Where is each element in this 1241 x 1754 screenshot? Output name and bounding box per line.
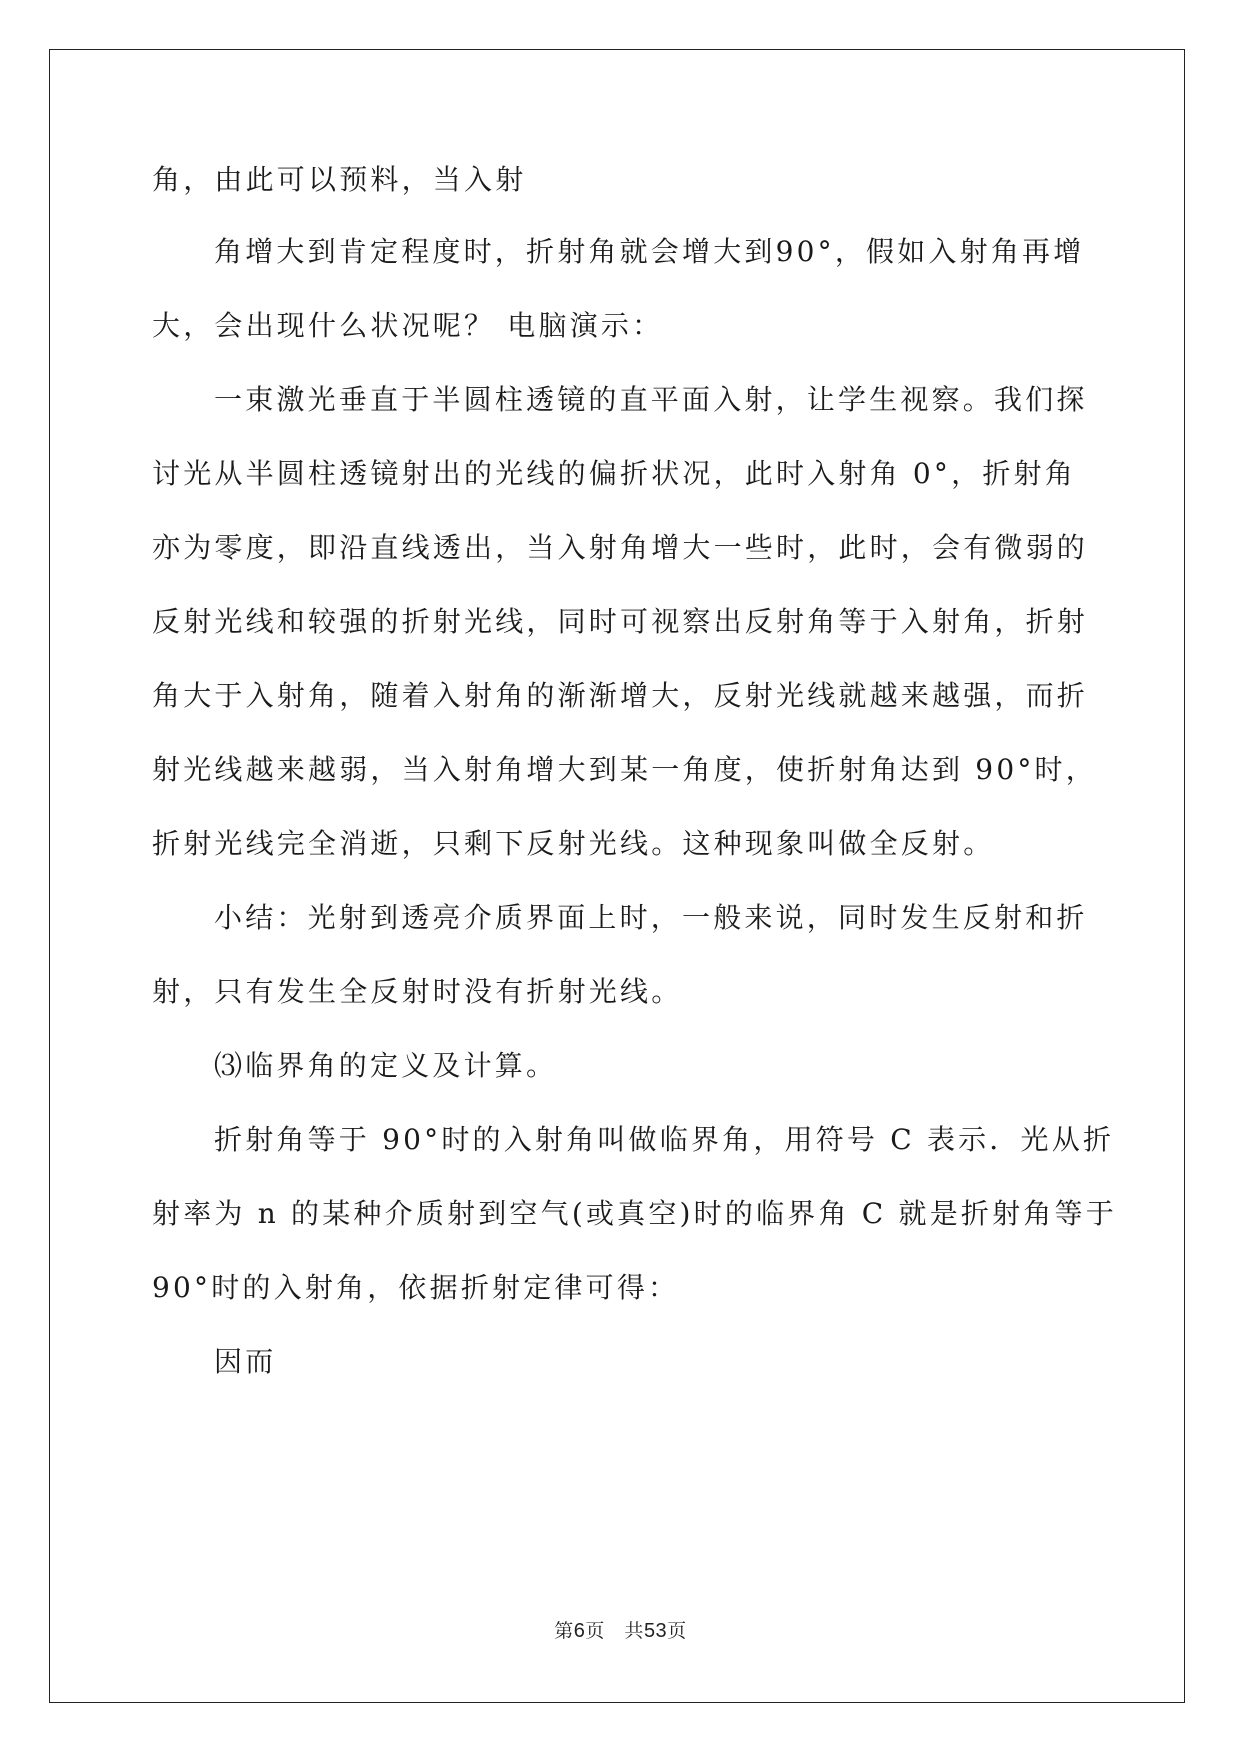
footer-middle: 页 共 [585, 1620, 644, 1642]
text-line-14: 折射角等于 90°时的入射角叫做临界角，用符号 C 表示．光从折 [214, 1123, 1115, 1156]
text-line-1: 角，由此可以预料，当入射 [152, 163, 527, 196]
text-line-5: 讨光从半圆柱透镜射出的光线的偏折状况，此时入射角 0°，折射角 [152, 457, 1076, 490]
text-line-2: 角增大到肯定程度时，折射角就会增大到90°，假如入射角再增 [214, 235, 1085, 268]
footer-suffix: 页 [667, 1620, 687, 1642]
text-line-10: 折射光线完全消逝，只剩下反射光线。这种现象叫做全反射。 [152, 827, 995, 860]
text-line-3: 大，会出现什么状况呢？ 电脑演示： [152, 309, 664, 342]
text-line-17: 因而 [214, 1345, 277, 1378]
footer-total-pages: 53 [643, 1620, 668, 1642]
page-footer [0, 1616, 1241, 1643]
text-line-13: ⑶临界角的定义及计算。 [214, 1049, 558, 1082]
text-line-4: 一束激光垂直于半圆柱透镜的直平面入射，让学生视察。我们探 [214, 383, 1088, 416]
text-line-16: 90°时的入射角，依据折射定律可得： [152, 1271, 680, 1304]
text-line-12: 射，只有发生全反射时没有折射光线。 [152, 975, 683, 1008]
text-line-11: 小结：光射到透亮介质界面上时，一般来说，同时发生反射和折 [214, 901, 1088, 934]
text-line-8: 角大于入射角，随着入射角的渐渐增大，反射光线就越来越强，而折 [152, 679, 1089, 712]
page-border [49, 49, 1185, 1703]
footer-page-number: 6 [573, 1620, 586, 1642]
footer-prefix: 第 [554, 1620, 574, 1642]
text-line-6: 亦为零度，即沿直线透出，当入射角增大一些时，此时，会有微弱的 [152, 531, 1089, 564]
text-line-9: 射光线越来越弱，当入射角增大到某一角度，使折射角达到 90°时， [152, 753, 1097, 786]
text-line-15: 射率为 n 的某种介质射到空气(或真空)时的临界角 C 就是折射角等于 [152, 1197, 1117, 1230]
text-line-7: 反射光线和较强的折射光线，同时可视察出反射角等于入射角，折射 [152, 605, 1089, 638]
